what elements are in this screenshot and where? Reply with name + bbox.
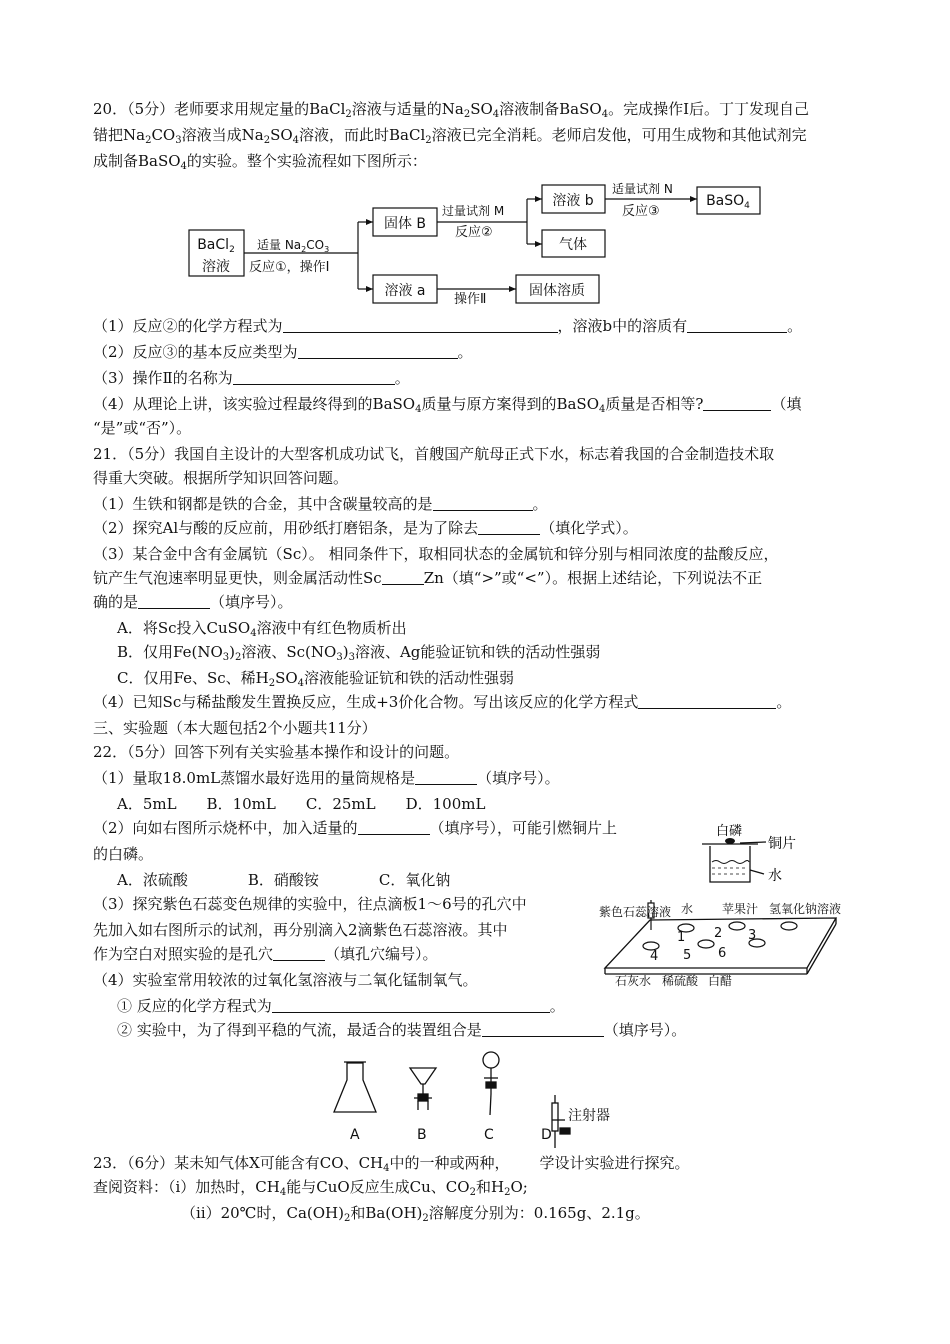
well-3 [781,922,797,930]
q23-head: 23．（6分）某未知气体X可能含有CO、$CH_4$中的一种或两种， 学设计实验进行探究。 [93,1154,690,1174]
label-litmus: 紫色石蕊溶液 [599,905,672,919]
answer-blank[interactable] [358,818,430,835]
label-water: 水 [681,902,694,916]
answer-blank[interactable] [233,368,395,385]
answer-blank[interactable] [415,768,477,785]
q21-q1: （1）生铁和钢都是铁的合金，其中含碳量较高的是 。 [93,495,548,513]
svg-text:BaSO4: BaSO$_4$ [706,193,750,211]
label-c: C [484,1127,494,1143]
syringe-icon [552,1103,558,1131]
svg-text:适量 Na2CO3: 适量 $Na_2CO_3$ [257,238,330,254]
flow-solute: 固体溶质 [529,283,585,299]
beaker-figure [700,815,820,895]
q21-option-c: C．仅用Fe、Sc、稀$H_2SO_4$溶液能验证钪和铁的活动性强弱 [117,669,515,689]
svg-text:5: 5 [683,948,692,963]
answer-blank[interactable] [687,316,787,333]
answer-blank[interactable] [638,692,776,709]
label-d: D [541,1127,552,1143]
answer-blank[interactable] [138,592,210,609]
label-h2so4: 稀硫酸 [662,974,699,988]
q22-q2: （2）向如右图所示烧杯中，加入适量的 （填序号），可能引燃铜片上 [93,819,618,837]
q21-q2: （2）探究Al与酸的反应前，用砂纸打磨铝条，是为了除去 （填化学式）。 [93,519,638,537]
flow-reaction2: 反应② [455,225,493,240]
svg-text:1: 1 [677,930,686,945]
flow-product: BaSO [706,193,745,209]
flow-gas: 气体 [559,237,587,253]
answer-blank[interactable] [433,494,533,511]
q23-ref1: 查阅资料：（ⅰ）加热时，$CH_4$能与CuO反应生成Cu、$CO_2$和$H_2O$; [93,1178,528,1198]
answer-blank[interactable] [482,1020,604,1037]
flow-operation2: 操作Ⅱ [454,292,487,307]
q22-q1: （1）量取18.0mL蒸馏水最好选用的量筒规格是 （填序号）。 [93,769,560,787]
svg-text:2: 2 [714,926,723,941]
q21-option-a: A．将Sc投入CuSO$_4$溶液中有红色物质析出 [117,619,407,639]
flow-solution-b: 溶液 b [552,193,594,209]
label-lime: 石灰水 [615,974,652,988]
svg-text:6: 6 [718,946,727,961]
q21-option-b: B．仅用$Fe(NO_3)_2$溶液、$Sc(NO_3)_3$溶液、Ag能验证钪和铁的活动性强弱 [117,643,601,663]
flask-icon [334,1063,376,1112]
q23-ref2: （ⅱ）20℃时，$Ca(OH)_2$和$Ba(OH)_2$溶解度分别为：0.165g、2.1g。 [181,1204,650,1224]
apparatus-figure [325,1045,625,1155]
label-copper: 铜片 [768,836,796,852]
funnel-icon [410,1068,436,1084]
flow-reagent-n: 适量试剂 N [612,182,673,196]
q22-q3-l1: （3）探究紫色石蕊变色规律的实验中，往点滴板1～6号的孔穴中 [93,895,527,913]
q22-q4-1: ① 反应的化学方程式为 。 [117,997,565,1015]
section-title: 三、实验题（本大题包括2个小题共11分） [93,719,377,737]
q20-q2: （2）反应③的基本反应类型为 。 [93,343,473,361]
label-b: B [417,1127,427,1143]
q20-q4: （4）从理论上讲，该实验过程最终得到的BaSO$_4$质量与原方案得到的BaSO$_4$质量是否相等? （填 [93,395,802,415]
spot-plate-figure [597,895,857,995]
flow-start-b: 溶液 [202,259,230,275]
flow-reagent-m: 过量试剂 M [442,204,505,218]
answer-blank[interactable] [382,568,424,585]
q21-q3-l1: （3）某合金中含有金属钪（Sc）。 相同条件下，取相同状态的金属钪和锌分别与相同浓度的盐酸反应， [93,545,779,563]
label-a: A [350,1127,360,1143]
label-vinegar: 白醋 [708,974,733,988]
separatory-funnel-icon [483,1052,499,1068]
q22-q1-options: A．5mL B．10mL C．25mL D．100mL [117,795,486,813]
q22-q2-cont: 的白磷。 [93,845,154,863]
answer-blank[interactable] [298,342,458,359]
q22-q4: （4）实验室常用较浓的过氧化氢溶液与二氧化锰制氧气。 [93,971,478,989]
well-2 [729,922,745,930]
q22-q4-2: ② 实验中，为了得到平稳的气流，最适合的装置组合是 （填序号）。 [117,1021,687,1039]
answer-blank[interactable] [703,394,771,411]
flow-reagent1-a: 适量 Na [257,238,302,252]
answer-blank[interactable] [273,944,325,961]
label-water: 水 [768,868,782,884]
svg-text:BaCl2: BaCl$_2$ [197,237,235,255]
answer-blank[interactable] [478,518,540,535]
q21-q3-l3: 确的是 （填序号）。 [93,593,293,611]
label-apple: 苹果汁 [722,902,759,916]
q20-line2: 错把$Na_2CO_3$溶液当成$Na_2SO_4$溶液，而此时BaCl$_2$溶液已完全消耗。老师启发他，可用生成物和其他试剂完 [93,126,807,146]
q21-head1: 21．（5分）我国自主设计的大型客机成功试飞，首艘国产航母正式下水，标志着我国的合金制造技术取 [93,445,775,463]
label-white-p: 白磷 [716,824,743,839]
beaker [710,846,750,882]
label-syringe: 注射器 [568,1108,610,1124]
q20-line3: 成制备BaSO$_4$的实验。整个实验流程如下图所示： [93,152,427,172]
q22-q2-options: A．浓硫酸 B．硝酸铵 C．氧化钠 [117,871,451,889]
flow-solid-b: 固体 B [383,216,427,232]
flow-reaction1: 反应①，操作Ⅰ [249,260,330,275]
q21-q3-l2: 钪产生气泡速率明显更快，则金属活动性Sc Zn（填“>”或“<”）。根据上述结论，下列说法不正 [93,569,763,587]
q22-head: 22．（5分）回答下列有关实验基本操作和设计的问题。 [93,743,460,761]
q20-q3: （3）操作Ⅱ的名称为 。 [93,369,410,387]
q20-line1: 20．（5分）老师要求用规定量的BaCl$_2$溶液与适量的$Na_2SO_4$溶液制备BaSO$_4$。完成操作Ⅰ后。丁丁发现自己 [93,100,810,120]
q20-q1: （1）反应②的化学方程式为 ，溶液b中的溶质有 。 [93,317,803,335]
label-naoh: 氢氧化钠溶液 [769,902,842,916]
flow-diagram [0,178,950,308]
svg-text:4: 4 [650,949,659,964]
q21-q4: （4）已知Sc与稀盐酸发生置换反应，生成+3价化合物。写出该反应的化学方程式 。 [93,693,792,711]
flow-start-a: BaCl [197,237,230,253]
answer-blank[interactable] [272,996,550,1013]
q21-head2: 得重大突破。根据所学知识回答问题。 [93,469,349,487]
q22-q3-l2: 先加入如右图所示的试剂，再分别滴入2滴紫色石蕊溶液。其中 [93,921,508,939]
q22-q3-l3: 作为空白对照实验的是孔穴 （填孔穴编号）。 [93,945,438,963]
flow-reaction3: 反应③ [622,204,660,219]
answer-blank[interactable] [283,316,558,333]
well-5 [698,940,714,948]
q20-q4-cont: “是”或“否”）。 [93,419,192,437]
flow-solution-a: 溶液 a [384,283,426,299]
svg-text:3: 3 [748,928,757,943]
